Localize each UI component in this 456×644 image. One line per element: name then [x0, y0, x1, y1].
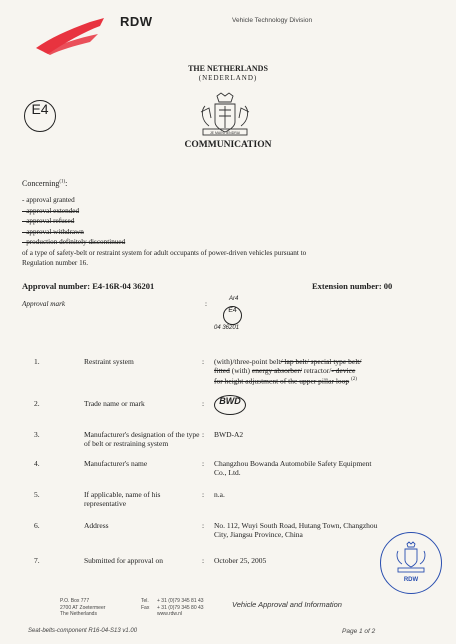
- page-number: Page 1 of 2: [342, 628, 376, 635]
- concerning-item: - approval extended: [22, 206, 80, 215]
- restraint-footnote: (2): [351, 377, 357, 382]
- dutch-crest-icon: [185, 92, 265, 138]
- restraint-part: (with)/three-point belt: [214, 357, 281, 366]
- footer-tagline: Vehicle Approval and Information: [232, 600, 342, 609]
- approval-mark-colon: :: [205, 300, 207, 308]
- row-label: Address: [84, 521, 109, 530]
- row-colon: :: [202, 430, 205, 439]
- restraint-part: (with): [231, 366, 251, 375]
- e4-mark-text: E4: [31, 101, 49, 117]
- fax-number: + 31 (0)79 345 80 43: [157, 604, 204, 611]
- row-number: 2.: [34, 399, 40, 408]
- approval-mark-circle: [223, 306, 242, 325]
- row-value: No. 112, Wuyi South Road, Hutang Town, Changzhou City, Jiangsu Province, China: [214, 521, 378, 539]
- regulation-description: [22, 248, 306, 268]
- stamp-crest-icon: [393, 541, 429, 575]
- bwd-logo: [214, 395, 246, 415]
- website-link[interactable]: www.rdw.nl: [157, 611, 183, 617]
- rdw-logo-icon: [30, 14, 118, 56]
- restraint-part-struck: for height adjustment of the upper pillar loop: [214, 376, 350, 386]
- footer-contact-values: [157, 598, 204, 618]
- description-line-2: Regulation number 16.: [22, 259, 89, 267]
- row-value: n.a.: [214, 490, 225, 499]
- concerning-item: - production definitely discontinued: [22, 238, 126, 246]
- row-number: 6.: [34, 521, 40, 530]
- row-label: Manufacturer's name: [84, 459, 148, 468]
- row-number: 7.: [34, 556, 40, 565]
- bwd-logo-text: BWD: [219, 396, 241, 406]
- footer-address: [60, 598, 105, 618]
- approval-mark-top: Ar4: [229, 296, 239, 302]
- concerning-list: [22, 195, 125, 248]
- row-colon: :: [202, 490, 205, 499]
- concerning-text: Concerning: [22, 179, 60, 188]
- stamp-label: RDW: [403, 577, 419, 583]
- document-title: COMMUNICATION: [184, 140, 272, 150]
- concerning-label: Concerning$^{(1)}$:: [22, 179, 68, 188]
- restraint-system-value: [214, 357, 446, 386]
- row-value: BWD-A2: [214, 430, 244, 439]
- address-line: 2700 AT Zoetermeer: [60, 604, 106, 611]
- row-label: If applicable, name of his representative: [84, 490, 161, 508]
- row-value: October 25, 2005: [214, 556, 267, 565]
- row-number: 1.: [34, 357, 40, 366]
- restraint-part-struck: fitted: [214, 366, 230, 375]
- restraint-part: retractor/: [303, 366, 332, 375]
- row-colon: :: [202, 521, 205, 530]
- address-line: The Netherlands: [60, 611, 97, 617]
- approval-mark-code: E4: [228, 307, 237, 314]
- row-label: Submitted for approval on: [84, 556, 163, 565]
- country-native: (NEDERLAND): [198, 74, 258, 82]
- row-label: Trade name or mark: [84, 399, 145, 408]
- restraint-part-struck: / lap belt/ special type belt/: [280, 357, 362, 366]
- concerning-item: - approval withdrawn: [22, 227, 84, 236]
- address-line: P.O. Box 777: [60, 598, 90, 604]
- rdw-stamp: [380, 532, 442, 594]
- description-line-1: of a type of safety-belt or restraint system for adult occupants of power-driven vehicles pursuant to: [22, 249, 307, 257]
- concerning-item: - approval refused: [22, 217, 75, 225]
- row-colon: :: [202, 556, 205, 565]
- org-name: RDW: [120, 14, 153, 29]
- concerning-item: - approval granted: [22, 196, 75, 204]
- row-colon: :: [202, 459, 205, 468]
- tel-number: + 31 (0)79 345 81 43: [157, 598, 204, 604]
- approval-mark-number: 04 36201: [214, 325, 240, 331]
- approval-mark-label: Approval mark: [22, 300, 66, 308]
- document-code: Seat-belts-component R16-04-S13 v1.00: [28, 628, 138, 634]
- restraint-part-struck: - device: [331, 366, 356, 375]
- fax-label: Fax: [141, 604, 150, 611]
- row-number: 4.: [34, 459, 40, 468]
- extension-number: Extension number: 00: [312, 281, 393, 291]
- crest-ribbon-text: JE MAINTIENDRAI: [209, 131, 241, 135]
- division-name: Vehicle Technology Division: [232, 17, 313, 24]
- row-number: 3.: [34, 430, 40, 439]
- row-label: Restraint system: [84, 357, 134, 366]
- row-colon: :: [202, 399, 205, 408]
- e4-mark: [24, 100, 56, 132]
- row-number: 5.: [34, 490, 40, 499]
- row-label: Manufacturer's designation of the type of belt or restraining system: [84, 430, 200, 448]
- row-colon: :: [202, 357, 205, 366]
- approval-number: Approval number: E4-16R-04 36201: [22, 281, 155, 291]
- tel-label: Tel.: [141, 598, 149, 604]
- restraint-part-struck: energy absorber/: [251, 366, 302, 375]
- country-heading: THE NETHERLANDS: [188, 64, 268, 73]
- footer-contact-labels: [141, 598, 149, 611]
- concerning-footnote: (1): [59, 179, 66, 185]
- row-value: Changzhou Bowanda Automobile Safety Equipment Co., Ltd.: [214, 459, 372, 477]
